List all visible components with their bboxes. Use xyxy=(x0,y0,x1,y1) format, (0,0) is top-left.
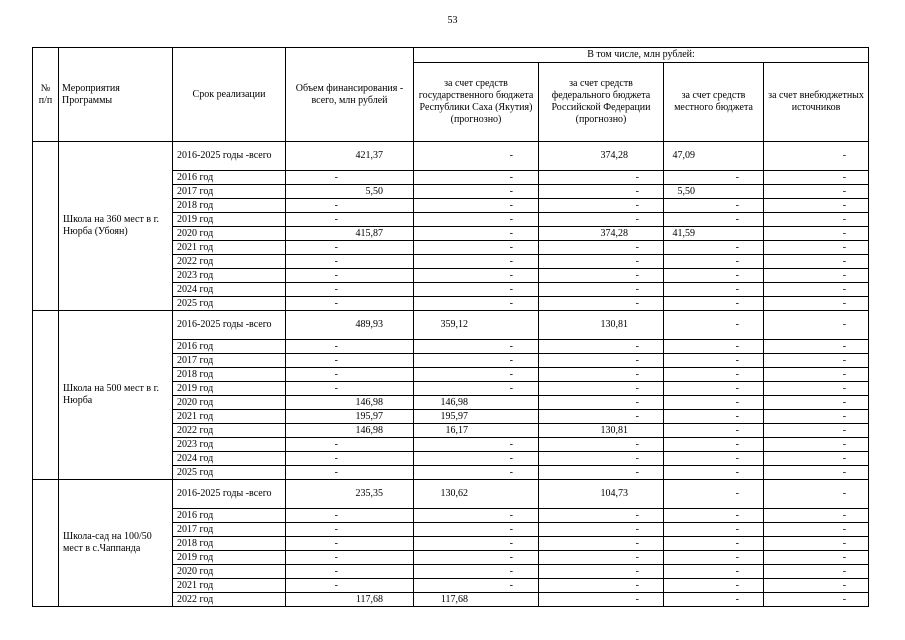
cell-federal: - xyxy=(539,185,664,199)
cell-local: - xyxy=(664,466,764,480)
cell-extra: - xyxy=(764,283,869,297)
event-name: Школа на 500 мест в г. Нюрба xyxy=(59,311,173,480)
cell-period: 2021 год xyxy=(173,410,286,424)
cell-federal: - xyxy=(539,551,664,565)
cell-local: - xyxy=(664,396,764,410)
cell-local: - xyxy=(664,410,764,424)
cell-federal: - xyxy=(539,255,664,269)
cell-period: 2020 год xyxy=(173,396,286,410)
cell-local: 5,50 xyxy=(664,185,764,199)
cell-federal: - xyxy=(539,199,664,213)
header-extra: за счет внебюджетных источников xyxy=(764,63,869,142)
cell-state: - xyxy=(414,297,539,311)
cell-federal: 104,73 xyxy=(539,480,664,509)
cell-state: - xyxy=(414,255,539,269)
cell-federal: 130,81 xyxy=(539,424,664,438)
cell-local: - xyxy=(664,340,764,354)
cell-period: 2019 год xyxy=(173,213,286,227)
cell-local: - xyxy=(664,593,764,607)
cell-period: 2023 год xyxy=(173,438,286,452)
cell-federal: - xyxy=(539,368,664,382)
cell-period: 2016-2025 годы -всего xyxy=(173,480,286,509)
cell-period: 2024 год xyxy=(173,283,286,297)
cell-state: - xyxy=(414,185,539,199)
cell-period: 2022 год xyxy=(173,424,286,438)
cell-total: - xyxy=(286,213,414,227)
cell-state: - xyxy=(414,382,539,396)
cell-local: - xyxy=(664,523,764,537)
cell-state: 16,17 xyxy=(414,424,539,438)
cell-extra: - xyxy=(764,382,869,396)
cell-total: - xyxy=(286,509,414,523)
cell-period: 2020 год xyxy=(173,227,286,241)
cell-state: - xyxy=(414,368,539,382)
cell-total: - xyxy=(286,579,414,593)
cell-extra: - xyxy=(764,410,869,424)
event-name: Школа на 360 мест в г. Нюрба (Убоян) xyxy=(59,142,173,311)
cell-federal: - xyxy=(539,269,664,283)
cell-extra: - xyxy=(764,227,869,241)
cell-local: - xyxy=(664,171,764,185)
cell-federal: - xyxy=(539,410,664,424)
cell-total: 146,98 xyxy=(286,424,414,438)
cell-federal: - xyxy=(539,171,664,185)
header-num: № п/п xyxy=(33,48,59,142)
cell-federal: - xyxy=(539,382,664,396)
cell-total: - xyxy=(286,565,414,579)
cell-total: - xyxy=(286,171,414,185)
cell-state: - xyxy=(414,283,539,297)
cell-local: - xyxy=(664,452,764,466)
cell-extra: - xyxy=(764,424,869,438)
cell-local: - xyxy=(664,424,764,438)
cell-local: - xyxy=(664,438,764,452)
cell-state: - xyxy=(414,579,539,593)
cell-period: 2025 год xyxy=(173,297,286,311)
cell-period: 2016-2025 годы -всего xyxy=(173,311,286,340)
cell-period: 2025 год xyxy=(173,466,286,480)
cell-state: - xyxy=(414,466,539,480)
cell-federal: - xyxy=(539,565,664,579)
cell-extra: - xyxy=(764,171,869,185)
header-state: за счет средств государственного бюджета Республики Саха (Якутия) (прогнозно) xyxy=(414,63,539,142)
cell-total: - xyxy=(286,368,414,382)
cell-federal: 130,81 xyxy=(539,311,664,340)
cell-total: - xyxy=(286,452,414,466)
cell-state: - xyxy=(414,537,539,551)
cell-local: - xyxy=(664,354,764,368)
cell-extra: - xyxy=(764,509,869,523)
cell-extra: - xyxy=(764,565,869,579)
cell-federal: - xyxy=(539,297,664,311)
cell-total: 195,97 xyxy=(286,410,414,424)
cell-period: 2018 год xyxy=(173,537,286,551)
cell-period: 2022 год xyxy=(173,593,286,607)
cell-extra: - xyxy=(764,438,869,452)
cell-extra: - xyxy=(764,185,869,199)
cell-federal: - xyxy=(539,466,664,480)
cell-federal: - xyxy=(539,396,664,410)
cell-total: - xyxy=(286,241,414,255)
header-period: Срок реализации xyxy=(173,48,286,142)
header-total: Объем финансирования - всего, млн рублей xyxy=(286,48,414,142)
cell-local: - xyxy=(664,382,764,396)
cell-extra: - xyxy=(764,537,869,551)
cell-federal: - xyxy=(539,438,664,452)
cell-total: 117,68 xyxy=(286,593,414,607)
cell-local: - xyxy=(664,297,764,311)
header-federal: за счет средств федерального бюджета Российской Федерации (прогнозно) xyxy=(539,63,664,142)
cell-local: 41,59 xyxy=(664,227,764,241)
cell-period: 2023 год xyxy=(173,269,286,283)
cell-total: - xyxy=(286,551,414,565)
cell-total: - xyxy=(286,255,414,269)
event-name: Школа-сад на 100/50 мест в с.Чаппанда xyxy=(59,480,173,607)
cell-local: - xyxy=(664,368,764,382)
cell-total: - xyxy=(286,269,414,283)
page-number: 53 xyxy=(447,15,458,26)
cell-extra: - xyxy=(764,269,869,283)
cell-total: - xyxy=(286,283,414,297)
cell-total: 235,35 xyxy=(286,480,414,509)
cell-state: 130,62 xyxy=(414,480,539,509)
cell-state: - xyxy=(414,452,539,466)
cell-local: - xyxy=(664,241,764,255)
cell-local: - xyxy=(664,255,764,269)
cell-period: 2016-2025 годы -всего xyxy=(173,142,286,171)
cell-period: 2017 год xyxy=(173,354,286,368)
cell-extra: - xyxy=(764,452,869,466)
cell-state: 117,68 xyxy=(414,593,539,607)
cell-extra: - xyxy=(764,297,869,311)
cell-extra: - xyxy=(764,354,869,368)
cell-state: - xyxy=(414,142,539,171)
cell-federal: - xyxy=(539,537,664,551)
table-body xyxy=(33,142,869,607)
cell-extra: - xyxy=(764,396,869,410)
cell-federal: - xyxy=(539,523,664,537)
cell-federal: - xyxy=(539,509,664,523)
cell-local: - xyxy=(664,565,764,579)
cell-extra: - xyxy=(764,255,869,269)
cell-number xyxy=(33,480,59,607)
cell-extra: - xyxy=(764,579,869,593)
cell-total: - xyxy=(286,199,414,213)
cell-extra: - xyxy=(764,368,869,382)
cell-period: 2016 год xyxy=(173,509,286,523)
cell-local: - xyxy=(664,551,764,565)
cell-extra: - xyxy=(764,142,869,171)
cell-state: 195,97 xyxy=(414,410,539,424)
cell-federal: - xyxy=(539,354,664,368)
cell-period: 2021 год xyxy=(173,241,286,255)
table-row xyxy=(33,480,869,509)
cell-state: 146,98 xyxy=(414,396,539,410)
table-row xyxy=(33,142,869,171)
cell-local: - xyxy=(664,311,764,340)
cell-period: 2021 год xyxy=(173,579,286,593)
cell-period: 2019 год xyxy=(173,382,286,396)
cell-period: 2018 год xyxy=(173,199,286,213)
cell-federal: - xyxy=(539,213,664,227)
cell-number xyxy=(33,311,59,480)
cell-federal: - xyxy=(539,283,664,297)
cell-extra: - xyxy=(764,523,869,537)
cell-total: - xyxy=(286,340,414,354)
cell-number xyxy=(33,142,59,311)
cell-state: - xyxy=(414,269,539,283)
cell-period: 2016 год xyxy=(173,171,286,185)
cell-period: 2018 год xyxy=(173,368,286,382)
cell-extra: - xyxy=(764,340,869,354)
cell-state: - xyxy=(414,199,539,213)
cell-state: - xyxy=(414,438,539,452)
cell-total: - xyxy=(286,382,414,396)
cell-state: - xyxy=(414,340,539,354)
cell-total: - xyxy=(286,354,414,368)
cell-state: - xyxy=(414,523,539,537)
cell-total: - xyxy=(286,297,414,311)
cell-state: - xyxy=(414,241,539,255)
cell-extra: - xyxy=(764,480,869,509)
cell-local: - xyxy=(664,283,764,297)
cell-total: - xyxy=(286,537,414,551)
cell-local: - xyxy=(664,213,764,227)
cell-extra: - xyxy=(764,213,869,227)
cell-local: - xyxy=(664,537,764,551)
header-local: за счет средств местного бюджета xyxy=(664,63,764,142)
cell-local: - xyxy=(664,199,764,213)
cell-state: - xyxy=(414,171,539,185)
table-row xyxy=(33,311,869,340)
cell-extra: - xyxy=(764,199,869,213)
cell-federal: - xyxy=(539,593,664,607)
cell-federal: - xyxy=(539,452,664,466)
cell-total: 415,87 xyxy=(286,227,414,241)
cell-federal: - xyxy=(539,241,664,255)
cell-state: - xyxy=(414,354,539,368)
cell-state: - xyxy=(414,509,539,523)
cell-local: - xyxy=(664,579,764,593)
cell-total: 489,93 xyxy=(286,311,414,340)
cell-federal: 374,28 xyxy=(539,227,664,241)
cell-total: 146,98 xyxy=(286,396,414,410)
cell-state: - xyxy=(414,213,539,227)
cell-period: 2020 год xyxy=(173,565,286,579)
cell-period: 2024 год xyxy=(173,452,286,466)
cell-total: - xyxy=(286,523,414,537)
financing-table xyxy=(32,47,869,607)
cell-extra: - xyxy=(764,311,869,340)
cell-state: - xyxy=(414,565,539,579)
cell-federal: - xyxy=(539,579,664,593)
cell-extra: - xyxy=(764,551,869,565)
cell-period: 2019 год xyxy=(173,551,286,565)
header-event: Мероприятия Программы xyxy=(59,48,173,142)
cell-extra: - xyxy=(764,466,869,480)
cell-total: - xyxy=(286,466,414,480)
cell-federal: - xyxy=(539,340,664,354)
cell-extra: - xyxy=(764,241,869,255)
cell-total: 5,50 xyxy=(286,185,414,199)
header-group: В том числе, млн рублей: xyxy=(414,48,869,63)
cell-state: - xyxy=(414,551,539,565)
cell-local: - xyxy=(664,480,764,509)
cell-period: 2017 год xyxy=(173,185,286,199)
cell-total: - xyxy=(286,438,414,452)
cell-local: - xyxy=(664,269,764,283)
cell-state: - xyxy=(414,227,539,241)
cell-period: 2022 год xyxy=(173,255,286,269)
cell-total: 421,37 xyxy=(286,142,414,171)
cell-local: - xyxy=(664,509,764,523)
cell-local: 47,09 xyxy=(664,142,764,171)
cell-federal: 374,28 xyxy=(539,142,664,171)
cell-extra: - xyxy=(764,593,869,607)
cell-period: 2017 год xyxy=(173,523,286,537)
cell-state: 359,12 xyxy=(414,311,539,340)
cell-period: 2016 год xyxy=(173,340,286,354)
